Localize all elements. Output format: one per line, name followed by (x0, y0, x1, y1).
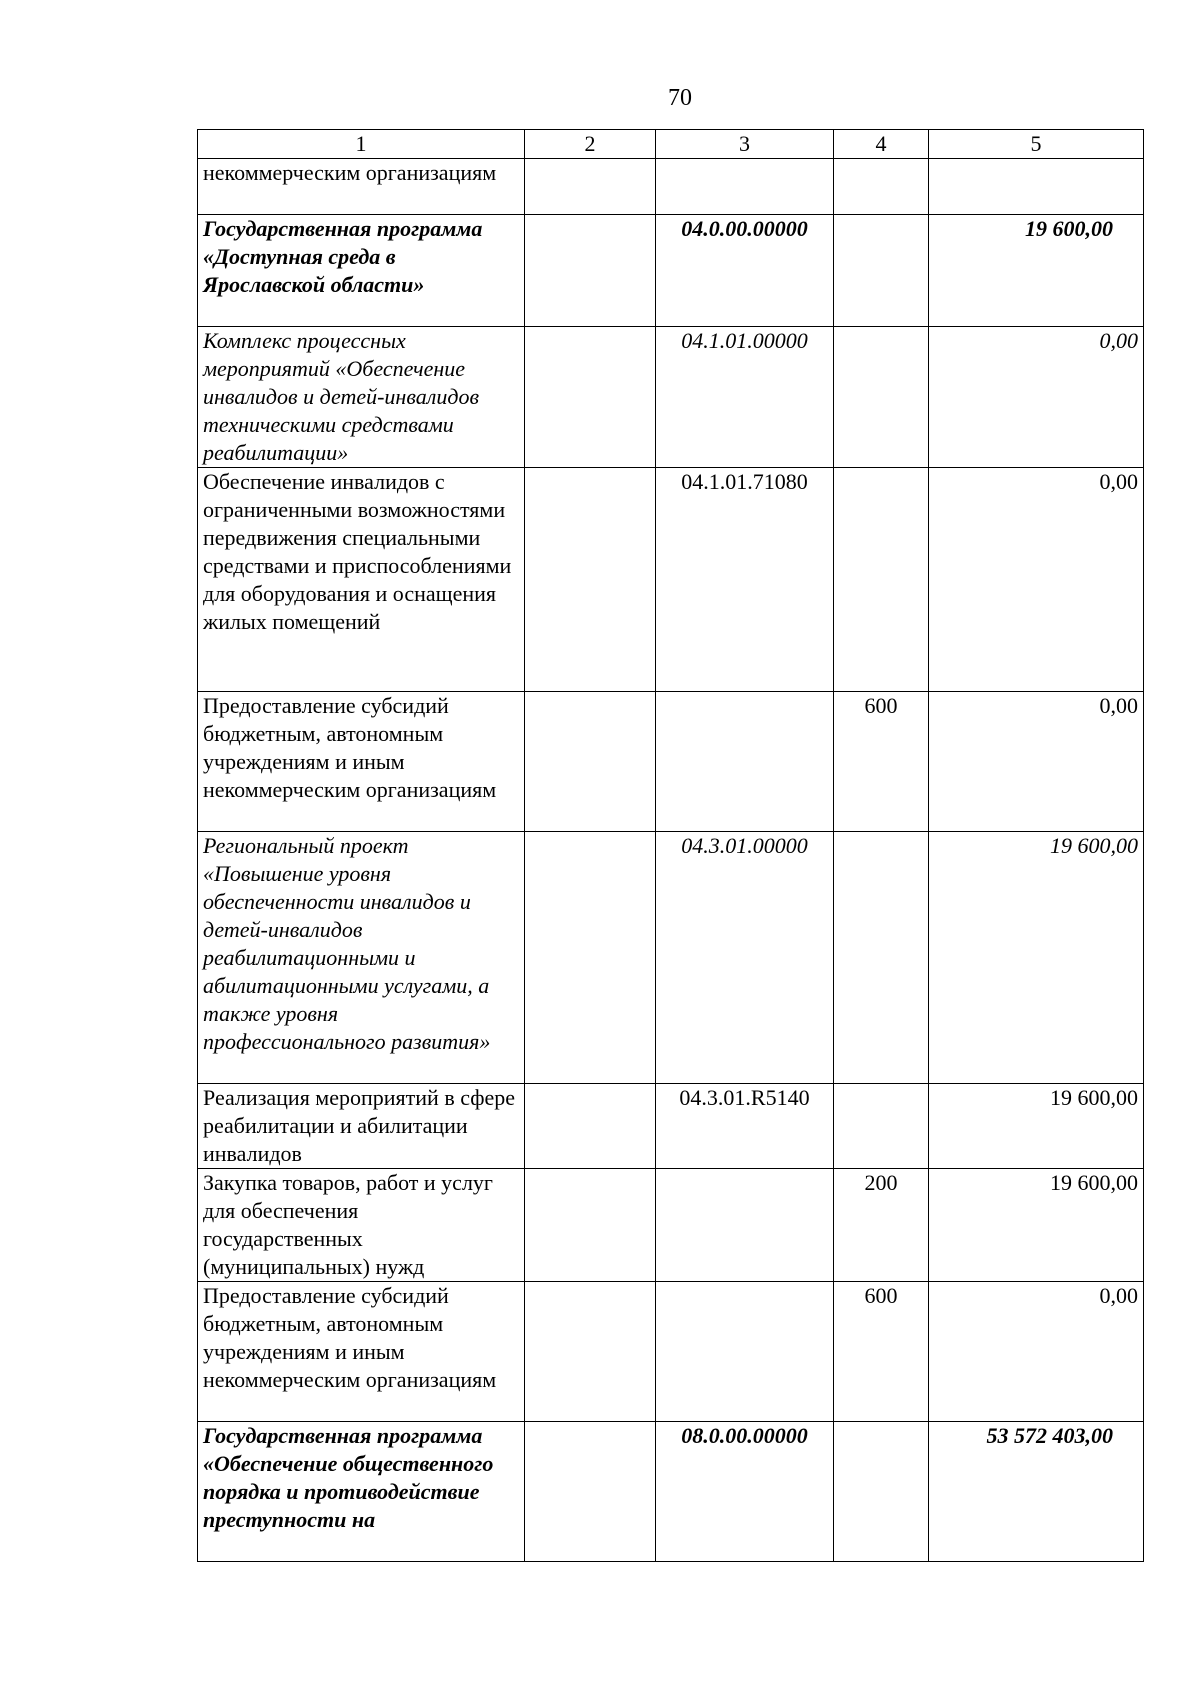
column-header-3: 3 (656, 130, 834, 159)
row-type-cell: 200 (834, 1169, 929, 1282)
table-row (198, 1422, 1144, 1562)
row-col2-cell (525, 1422, 656, 1562)
row-name-cell: Региональный проект «Повышение уровня обеспеченности инвалидов и детей-инвалидов реабилитационными и абилитационными услугами, а также уровня профессионального развития» (198, 832, 525, 1084)
budget-table (197, 129, 1144, 1562)
row-code-cell: 04.3.01.00000 (656, 832, 834, 1084)
row-amount-cell: 19 600,00 (929, 832, 1144, 1084)
row-name-cell: некоммерческим организациям (198, 159, 525, 215)
row-name-cell: Предоставление субсидий бюджетным, автономным учреждениям и иным некоммерческим организациям (198, 1282, 525, 1422)
table-row (198, 1084, 1144, 1169)
row-type-cell (834, 1422, 929, 1562)
table-row (198, 832, 1144, 1084)
row-amount-cell: 0,00 (929, 692, 1144, 832)
row-amount-cell: 19 600,00 (929, 1169, 1144, 1282)
table-row (198, 1282, 1144, 1422)
row-name-cell: Закупка товаров, работ и услуг для обеспечения государственных (муниципальных) нужд (198, 1169, 525, 1282)
row-code-cell (656, 1169, 834, 1282)
row-amount-cell (929, 159, 1144, 215)
row-col2-cell (525, 327, 656, 468)
row-type-cell: 600 (834, 1282, 929, 1422)
header-row (198, 130, 1144, 159)
table-row (198, 215, 1144, 327)
row-name-cell: Реализация мероприятий в сфере реабилитации и абилитации инвалидов (198, 1084, 525, 1169)
column-header-1: 1 (198, 130, 525, 159)
row-amount-cell: 0,00 (929, 468, 1144, 692)
row-col2-cell (525, 692, 656, 832)
table-row (198, 692, 1144, 832)
table-row (198, 1169, 1144, 1282)
row-code-cell: 04.1.01.71080 (656, 468, 834, 692)
column-header-2: 2 (525, 130, 656, 159)
row-col2-cell (525, 1169, 656, 1282)
row-amount-cell: 0,00 (929, 1282, 1144, 1422)
column-header-4: 4 (834, 130, 929, 159)
row-amount-cell: 19 600,00 (929, 215, 1144, 327)
row-code-cell (656, 1282, 834, 1422)
row-amount-cell: 53 572 403,00 (929, 1422, 1144, 1562)
row-type-cell (834, 832, 929, 1084)
row-code-cell: 08.0.00.00000 (656, 1422, 834, 1562)
row-name-cell: Государственная программа «Доступная среда в Ярославской области» (198, 215, 525, 327)
row-col2-cell (525, 1084, 656, 1169)
row-type-cell (834, 468, 929, 692)
page-number: 70 (668, 85, 692, 111)
row-type-cell (834, 1084, 929, 1169)
row-type-cell (834, 159, 929, 215)
row-code-cell: 04.3.01.R5140 (656, 1084, 834, 1169)
row-col2-cell (525, 832, 656, 1084)
row-type-cell (834, 327, 929, 468)
row-col2-cell (525, 468, 656, 692)
row-amount-cell: 0,00 (929, 327, 1144, 468)
table-row (198, 327, 1144, 468)
row-name-cell: Предоставление субсидий бюджетным, автономным учреждениям и иным некоммерческим организациям (198, 692, 525, 832)
row-name-cell: Государственная программа «Обеспечение общественного порядка и противодействие преступности на (198, 1422, 525, 1562)
row-amount-cell: 19 600,00 (929, 1084, 1144, 1169)
row-code-cell: 04.0.00.00000 (656, 215, 834, 327)
table-row (198, 159, 1144, 215)
row-name-cell: Комплекс процессных мероприятий «Обеспечение инвалидов и детей-инвалидов техническими средствами реабилитации» (198, 327, 525, 468)
row-name-cell: Обеспечение инвалидов с ограниченными возможностями передвижения специальными средствами и приспособлениями для оборудования и оснащения жилых помещений (198, 468, 525, 692)
row-type-cell (834, 215, 929, 327)
row-code-cell: 04.1.01.00000 (656, 327, 834, 468)
row-code-cell (656, 692, 834, 832)
row-code-cell (656, 159, 834, 215)
table-row (198, 468, 1144, 692)
row-type-cell: 600 (834, 692, 929, 832)
column-header-5: 5 (929, 130, 1144, 159)
row-col2-cell (525, 1282, 656, 1422)
row-col2-cell (525, 159, 656, 215)
row-col2-cell (525, 215, 656, 327)
